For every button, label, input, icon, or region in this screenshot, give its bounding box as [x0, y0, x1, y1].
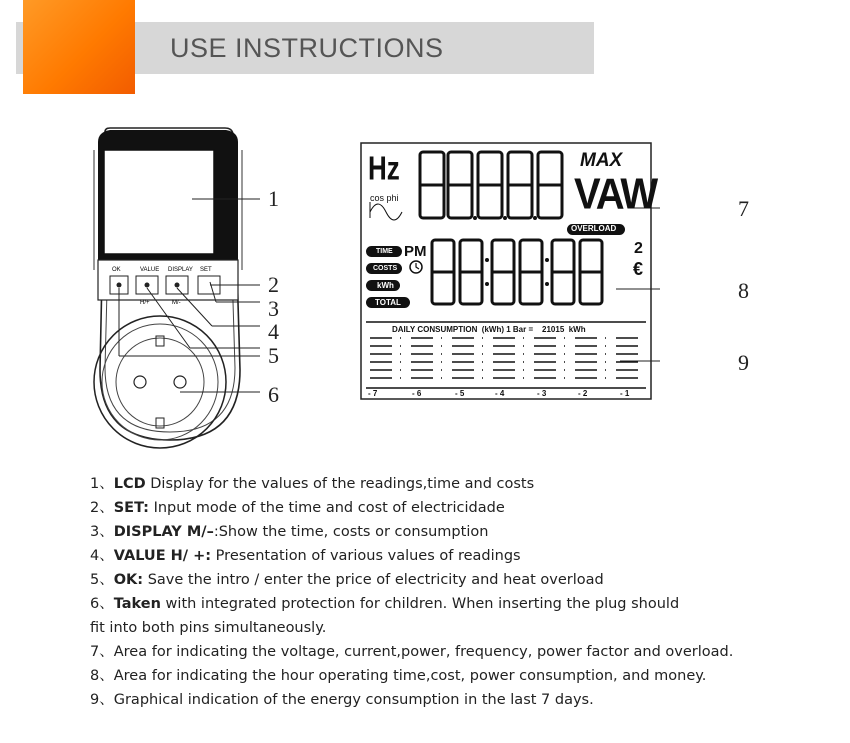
- callout-6: 6: [268, 382, 279, 407]
- callout-4: 4: [268, 319, 279, 344]
- callout-9: 9: [738, 350, 749, 375]
- lcd-kwh: kWh: [377, 281, 394, 290]
- power-meter-device-drawing: [80, 120, 320, 460]
- day-label-4: - 4: [495, 389, 505, 398]
- day-label-2: - 2: [578, 389, 588, 398]
- lcd-max: MAX: [580, 150, 623, 171]
- lcd-cos-phi: cos phi: [370, 193, 399, 203]
- sub-label-m-minus: M/-: [172, 300, 181, 306]
- instruction-item: 2、SET: Input mode of the time and cost of electricidade: [90, 500, 505, 516]
- lcd-vaw: VAW: [574, 169, 657, 219]
- callout-3: 3: [268, 296, 279, 321]
- button-label-set: SET: [200, 267, 212, 273]
- button-label-ok: OK: [112, 267, 121, 273]
- page-title: USE INSTRUCTIONS: [170, 33, 444, 63]
- instruction-list: [90, 472, 790, 712]
- callout-5: 5: [268, 343, 279, 368]
- day-label-6: - 6: [412, 389, 422, 398]
- header-accent-block: [23, 0, 135, 94]
- lcd-overload: OVERLOAD: [571, 224, 617, 233]
- callout-7: 7: [738, 196, 749, 221]
- lcd-daily-header: DAILY CONSUMPTION (kWh) 1 Bar = 21015 kWh: [392, 325, 586, 334]
- lcd-costs: COSTS: [373, 265, 398, 272]
- instruction-item: 4、VALUE H/ +: Presentation of various values of readings: [90, 548, 521, 564]
- sub-label-h-plus: H/+: [140, 300, 150, 306]
- lcd-superscript-2: 2: [634, 240, 643, 257]
- callout-2: 2: [268, 272, 279, 297]
- day-label-1: - 1: [620, 389, 630, 398]
- lcd-total: TOTAL: [375, 298, 401, 307]
- instruction-item: 3、DISPLAY M/–:Show the time, costs or consumption: [90, 524, 489, 540]
- day-label-5: - 5: [455, 389, 465, 398]
- instruction-item: 6、Taken with integrated protection for children. When inserting the plug should: [90, 596, 680, 612]
- lcd-euro: €: [633, 259, 644, 279]
- button-label-value: VALUE: [140, 267, 160, 273]
- callout-1: 1: [268, 186, 279, 211]
- lcd-pm: PM: [404, 243, 427, 260]
- instruction-item: 9、Graphical indication of the energy consumption in the last 7 days.: [90, 692, 594, 708]
- lcd-hz: Hz: [368, 148, 400, 188]
- lcd-time: TIME: [376, 248, 393, 255]
- instruction-item: 5、OK: Save the intro / enter the price of electricity and heat overload: [90, 572, 604, 588]
- instruction-item: 1、LCD Display for the values of the readings,time and costs: [90, 476, 535, 492]
- instruction-item: 8、Area for indicating the hour operating time,cost, power consumption, and money.: [90, 668, 707, 684]
- instruction-item: 7、Area for indicating the voltage, current,power, frequency, power factor and overload.: [90, 644, 734, 660]
- button-label-display: DISPLAY: [168, 267, 193, 273]
- callout-8: 8: [738, 278, 749, 303]
- day-label-7: - 7: [368, 389, 378, 398]
- day-label-3: - 3: [537, 389, 547, 398]
- instruction-item: fit into both pins simultaneously.: [90, 620, 327, 636]
